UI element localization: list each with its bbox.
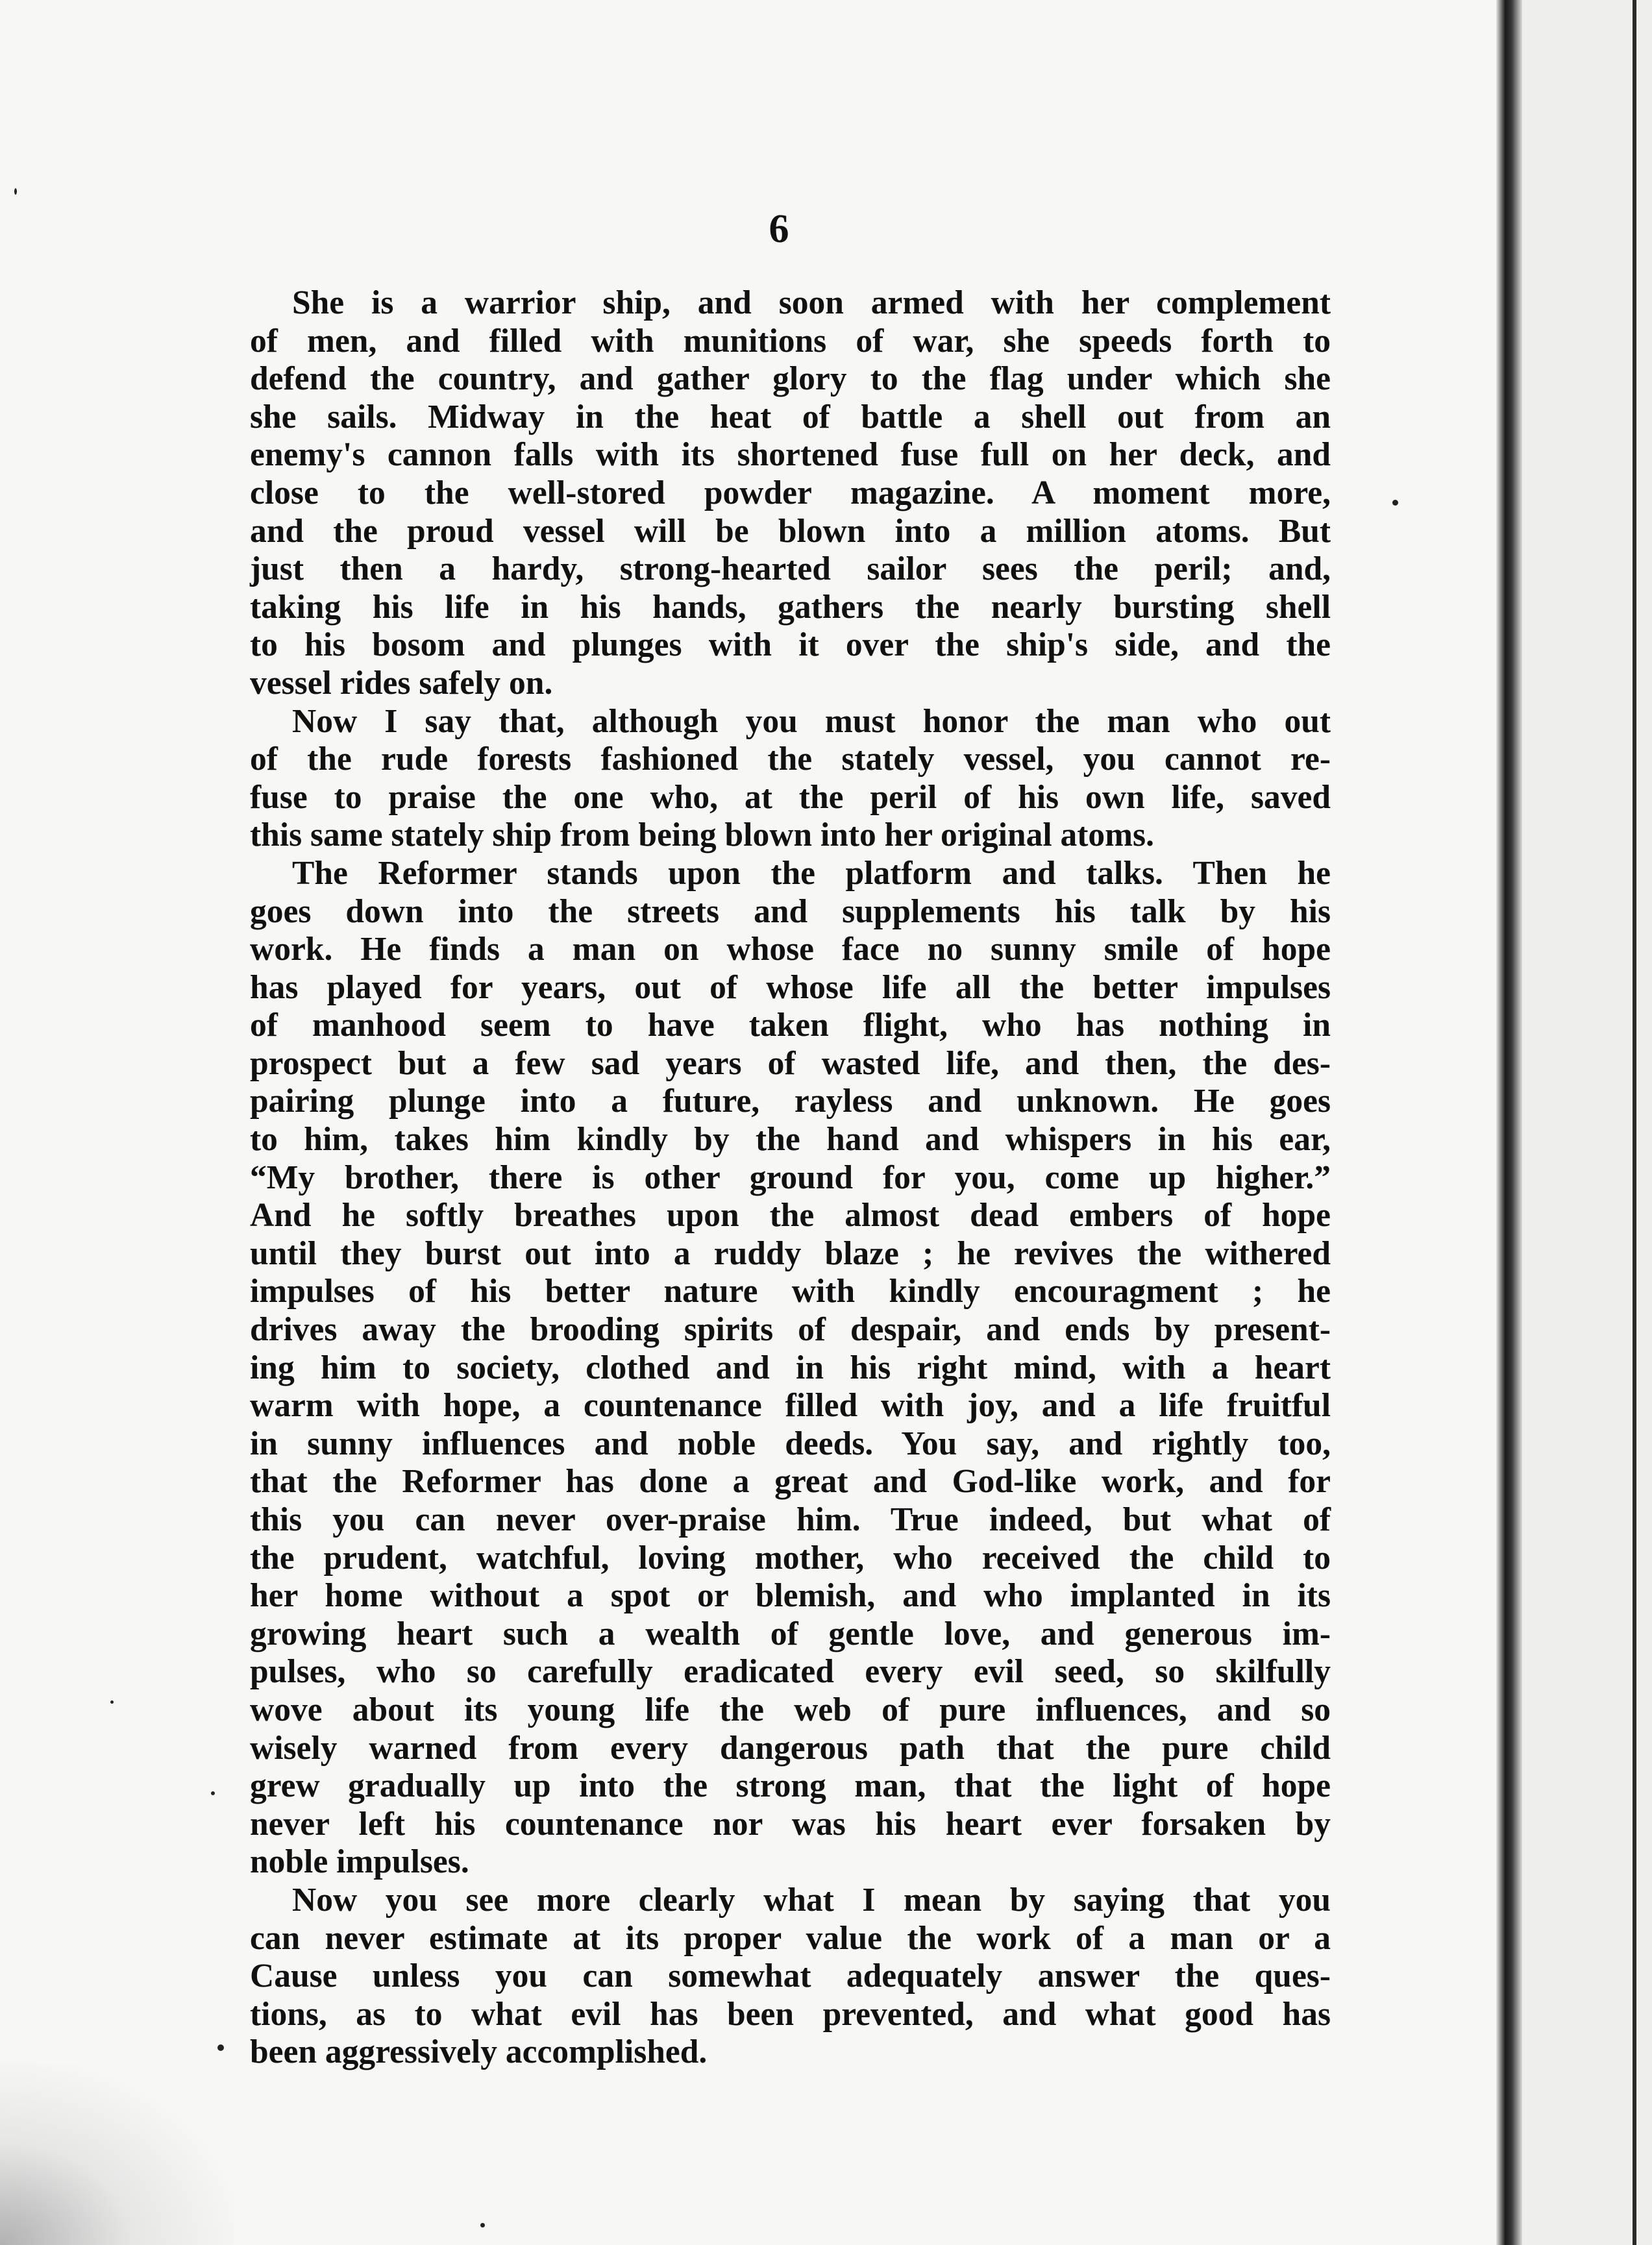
body-text xyxy=(250,284,1331,2072)
text-line: noble impulses. xyxy=(250,1843,469,1881)
text-line: never left his countenance nor was his heart ever forsaken by xyxy=(250,1805,1331,1843)
text-line: Now I say that, although you must honor the man who out xyxy=(292,702,1331,740)
paragraph xyxy=(250,1882,1331,2072)
paragraph xyxy=(250,284,1331,703)
text-line: of the rude forests fashioned the stately vessel, you cannot re- xyxy=(250,741,1331,778)
text-line: this same stately ship from being blown into her original atoms. xyxy=(250,816,1154,854)
text-line: “My brother, there is other ground for you, come up higher.” xyxy=(250,1159,1331,1196)
ink-speck xyxy=(1392,500,1398,506)
text-line: in sunny influences and noble deeds. You say, and rightly too, xyxy=(250,1425,1331,1462)
page-number: 6 xyxy=(769,207,789,251)
text-line: impulses of his better nature with kindly encouragment ; he xyxy=(250,1273,1331,1310)
text-line: vessel rides safely on. xyxy=(250,664,553,702)
text-line: prospect but a few sad years of wasted life, and then, the des- xyxy=(250,1044,1331,1082)
adjacent-page-border xyxy=(1633,0,1636,2245)
text-line: and the proud vessel will be blown into a million atoms. But xyxy=(250,512,1331,550)
paragraph xyxy=(250,855,1331,1882)
paragraph xyxy=(250,703,1331,855)
text-line: Cause unless you can somewhat adequately answer the ques- xyxy=(250,1957,1331,1995)
text-line: this you can never over-praise him. True indeed, but what of xyxy=(250,1501,1331,1538)
text-line: until they burst out into a ruddy blaze ; he revives the withered xyxy=(250,1234,1331,1272)
text-line: has played for years, out of whose life all the better impulses xyxy=(250,968,1331,1006)
text-line: she sails. Midway in the heat of battle a shell out from an xyxy=(250,398,1331,436)
page-gutter-shadow xyxy=(1496,0,1522,2245)
text-line: The Reformer stands upon the platform and talks. Then he xyxy=(292,854,1331,892)
text-line: Now you see more clearly what I mean by saying that you xyxy=(292,1881,1331,1919)
text-line: wove about its young life the web of pure influences, and so xyxy=(250,1691,1331,1728)
text-line: fuse to praise the one who, at the peril of his own life, saved xyxy=(250,778,1331,816)
text-line: taking his life in his hands, gathers the nearly bursting shell xyxy=(250,588,1331,626)
text-line: warm with hope, a countenance filled with joy, and a life fruitful xyxy=(250,1387,1331,1425)
text-line: close to the well-stored powder magazine. A moment more, xyxy=(250,474,1331,511)
ink-speck xyxy=(14,188,17,195)
text-line: grew gradually up into the strong man, that the light of hope xyxy=(250,1767,1331,1805)
text-line: of manhood seem to have taken flight, who has nothing in xyxy=(250,1007,1331,1044)
text-line: tions, as to what evil has been prevented, and what good has xyxy=(250,1995,1331,2033)
text-line: And he softly breathes upon the almost dead embers of hope xyxy=(250,1197,1331,1234)
text-line: pulses, who so carefully eradicated every evil seed, so skilfully xyxy=(250,1653,1331,1691)
text-line: goes down into the streets and supplements his talk by his xyxy=(250,892,1331,930)
text-line: ing him to society, clothed and in his right mind, with a heart xyxy=(250,1349,1331,1386)
page-corner-stain xyxy=(0,2064,234,2245)
text-line: work. He finds a man on whose face no sunny smile of hope xyxy=(250,931,1331,968)
text-line: drives away the brooding spirits of despair, and ends by present- xyxy=(250,1311,1331,1349)
ink-speck xyxy=(110,1700,114,1704)
ink-speck xyxy=(480,2223,485,2227)
text-line: her home without a spot or blemish, and who implanted in its xyxy=(250,1577,1331,1615)
text-line: to his bosom and plunges with it over the ship's side, and the xyxy=(250,626,1331,664)
text-line: the prudent, watchful, loving mother, who received the child to xyxy=(250,1539,1331,1576)
text-line: enemy's cannon falls with its shortened fuse full on her deck, and xyxy=(250,436,1331,474)
text-line: to him, takes him kindly by the hand and whispers in his ear, xyxy=(250,1121,1331,1159)
text-line: defend the country, and gather glory to the flag under which she xyxy=(250,360,1331,398)
text-line: been aggressively accomplished. xyxy=(250,2033,708,2071)
text-line: can never estimate at its proper value the work of a man or a xyxy=(250,1919,1331,1957)
text-line: pairing plunge into a future, rayless and unknown. He goes xyxy=(250,1083,1331,1120)
ink-speck xyxy=(217,2044,224,2051)
text-line: just then a hardy, strong-hearted sailor sees the peril; and, xyxy=(250,550,1331,588)
text-line: that the Reformer has done a great and God-like work, and for xyxy=(250,1463,1331,1501)
ink-speck xyxy=(211,1791,215,1795)
text-line: growing heart such a wealth of gentle love, and generous im- xyxy=(250,1615,1331,1652)
text-line: wisely warned from every dangerous path that the pure child xyxy=(250,1729,1331,1767)
text-line: of men, and filled with munitions of war, she speeds forth to xyxy=(250,322,1331,360)
text-line: She is a warrior ship, and soon armed with her complement xyxy=(292,284,1331,321)
